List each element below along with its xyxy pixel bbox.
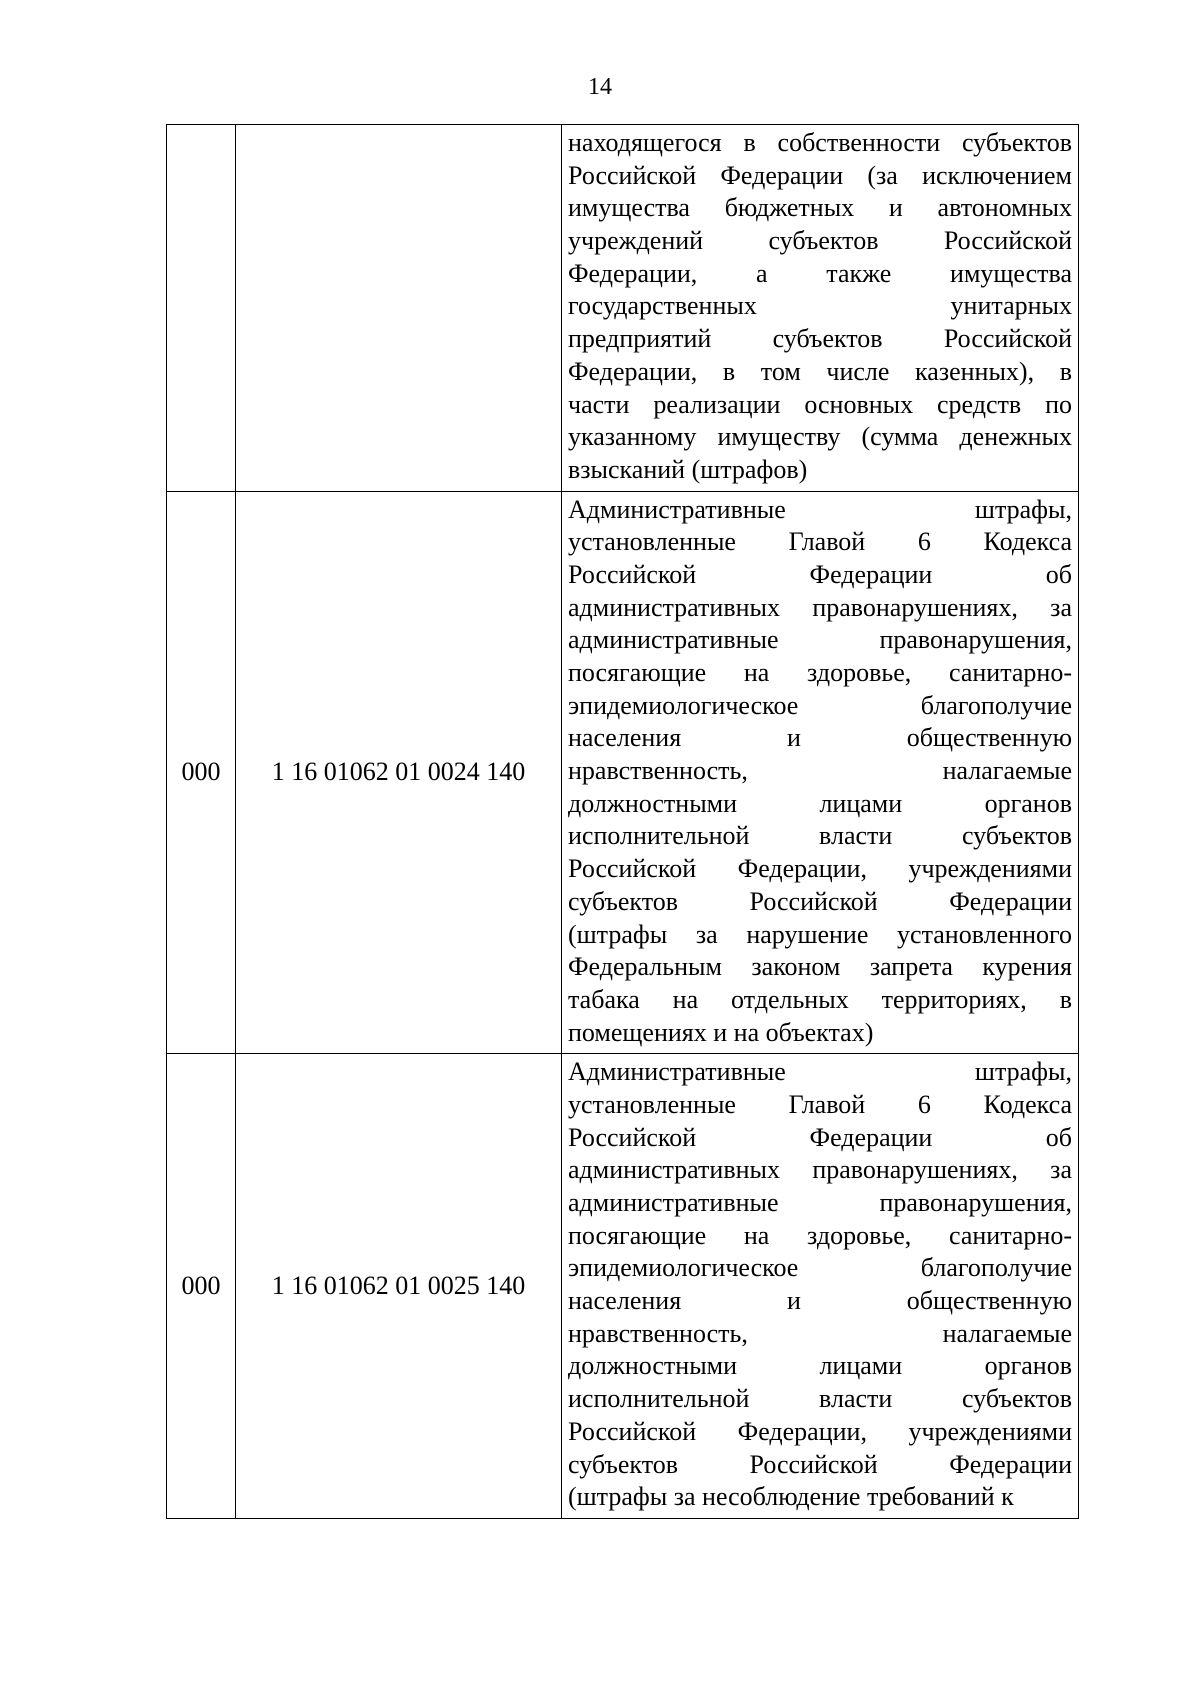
description-line: субъектов Российской Федерации [568, 886, 1072, 916]
description-line: Федерации, в том числе казенных), в [568, 356, 1072, 386]
admin-code-cell [167, 125, 236, 492]
description-line: Российской Федерации, учреждениями [568, 1416, 1072, 1446]
table-row [167, 491, 1079, 1054]
description-line: посягающие на здоровье, санитарно- [568, 658, 1072, 687]
description-line: взысканий (штрафов) [568, 454, 808, 484]
description-line: табака на отдельных территориях, в [568, 984, 1072, 1014]
revenue-description-cell [562, 491, 1079, 1054]
admin-code-cell: 000 [167, 1054, 236, 1519]
description-line: административные правонарушения, [568, 625, 1072, 655]
budget-classification-code-cell: 1 16 01062 01 0024 140 [236, 491, 562, 1054]
description-line: государственных унитарных [568, 291, 1072, 321]
admin-code-cell: 000 [167, 491, 236, 1054]
description-line: учреждений субъектов Российской [568, 226, 1072, 256]
description-line: предприятий субъектов Российской [568, 324, 1072, 354]
description-line: Российской Федерации (за исключением [568, 160, 1072, 190]
description-line: Федерации, а также имущества [568, 258, 1072, 288]
description-line: Российской Федерации об [568, 1122, 1072, 1152]
description-line: эпидемиологическое благополучие [568, 1253, 1072, 1283]
table-row [167, 1054, 1079, 1519]
description-line: Российской Федерации об [568, 559, 1072, 589]
description-line: части реализации основных средств по [568, 389, 1072, 419]
description-line: установленные Главой 6 Кодекса [568, 1089, 1072, 1119]
description-line: (штрафы за несоблюдение требований к [568, 1482, 1014, 1512]
table-row [167, 125, 1079, 492]
description-line: административных правонарушениях, за [568, 592, 1072, 622]
page-number: 14 [588, 74, 612, 100]
budget-codes-table [166, 124, 1079, 1519]
description-line: Административные штрафы, [568, 1057, 1072, 1087]
revenue-description-cell [562, 1054, 1079, 1519]
description-line: должностными лицами органов [568, 788, 1072, 818]
description-line: Административные штрафы, [568, 494, 1072, 524]
description-line: административные правонарушения, [568, 1188, 1072, 1217]
description-line: имущества бюджетных и автономных [568, 193, 1072, 223]
description-line: посягающие на здоровье, санитарно- [568, 1220, 1072, 1250]
description-line: административных правонарушениях, за [568, 1155, 1072, 1185]
description-line: находящегося в собственности субъектов [568, 128, 1072, 157]
description-line: помещениях и на объектах) [568, 1017, 874, 1047]
description-line: Российской Федерации, учреждениями [568, 854, 1072, 884]
description-line: Федеральным законом запрета курения [568, 952, 1072, 982]
description-line: эпидемиологическое благополучие [568, 690, 1072, 720]
table-body [167, 125, 1079, 1519]
description-line: населения и общественную [568, 723, 1072, 753]
description-line: указанному имуществу (сумма денежных [568, 422, 1072, 452]
budget-classification-code-cell: 1 16 01062 01 0025 140 [236, 1054, 562, 1519]
description-line: установленные Главой 6 Кодекса [568, 527, 1072, 557]
revenue-description-cell [562, 125, 1079, 492]
description-line: исполнительной власти субъектов [568, 821, 1072, 851]
description-line: должностными лицами органов [568, 1351, 1072, 1381]
description-line: населения и общественную [568, 1286, 1072, 1316]
budget-classification-code-cell [236, 125, 562, 492]
description-line: нравственность, налагаемые [568, 756, 1072, 786]
description-line: (штрафы за нарушение установленного [568, 919, 1072, 949]
description-line: субъектов Российской Федерации [568, 1449, 1072, 1479]
description-line: исполнительной власти субъектов [568, 1384, 1072, 1414]
description-line: нравственность, налагаемые [568, 1318, 1072, 1348]
